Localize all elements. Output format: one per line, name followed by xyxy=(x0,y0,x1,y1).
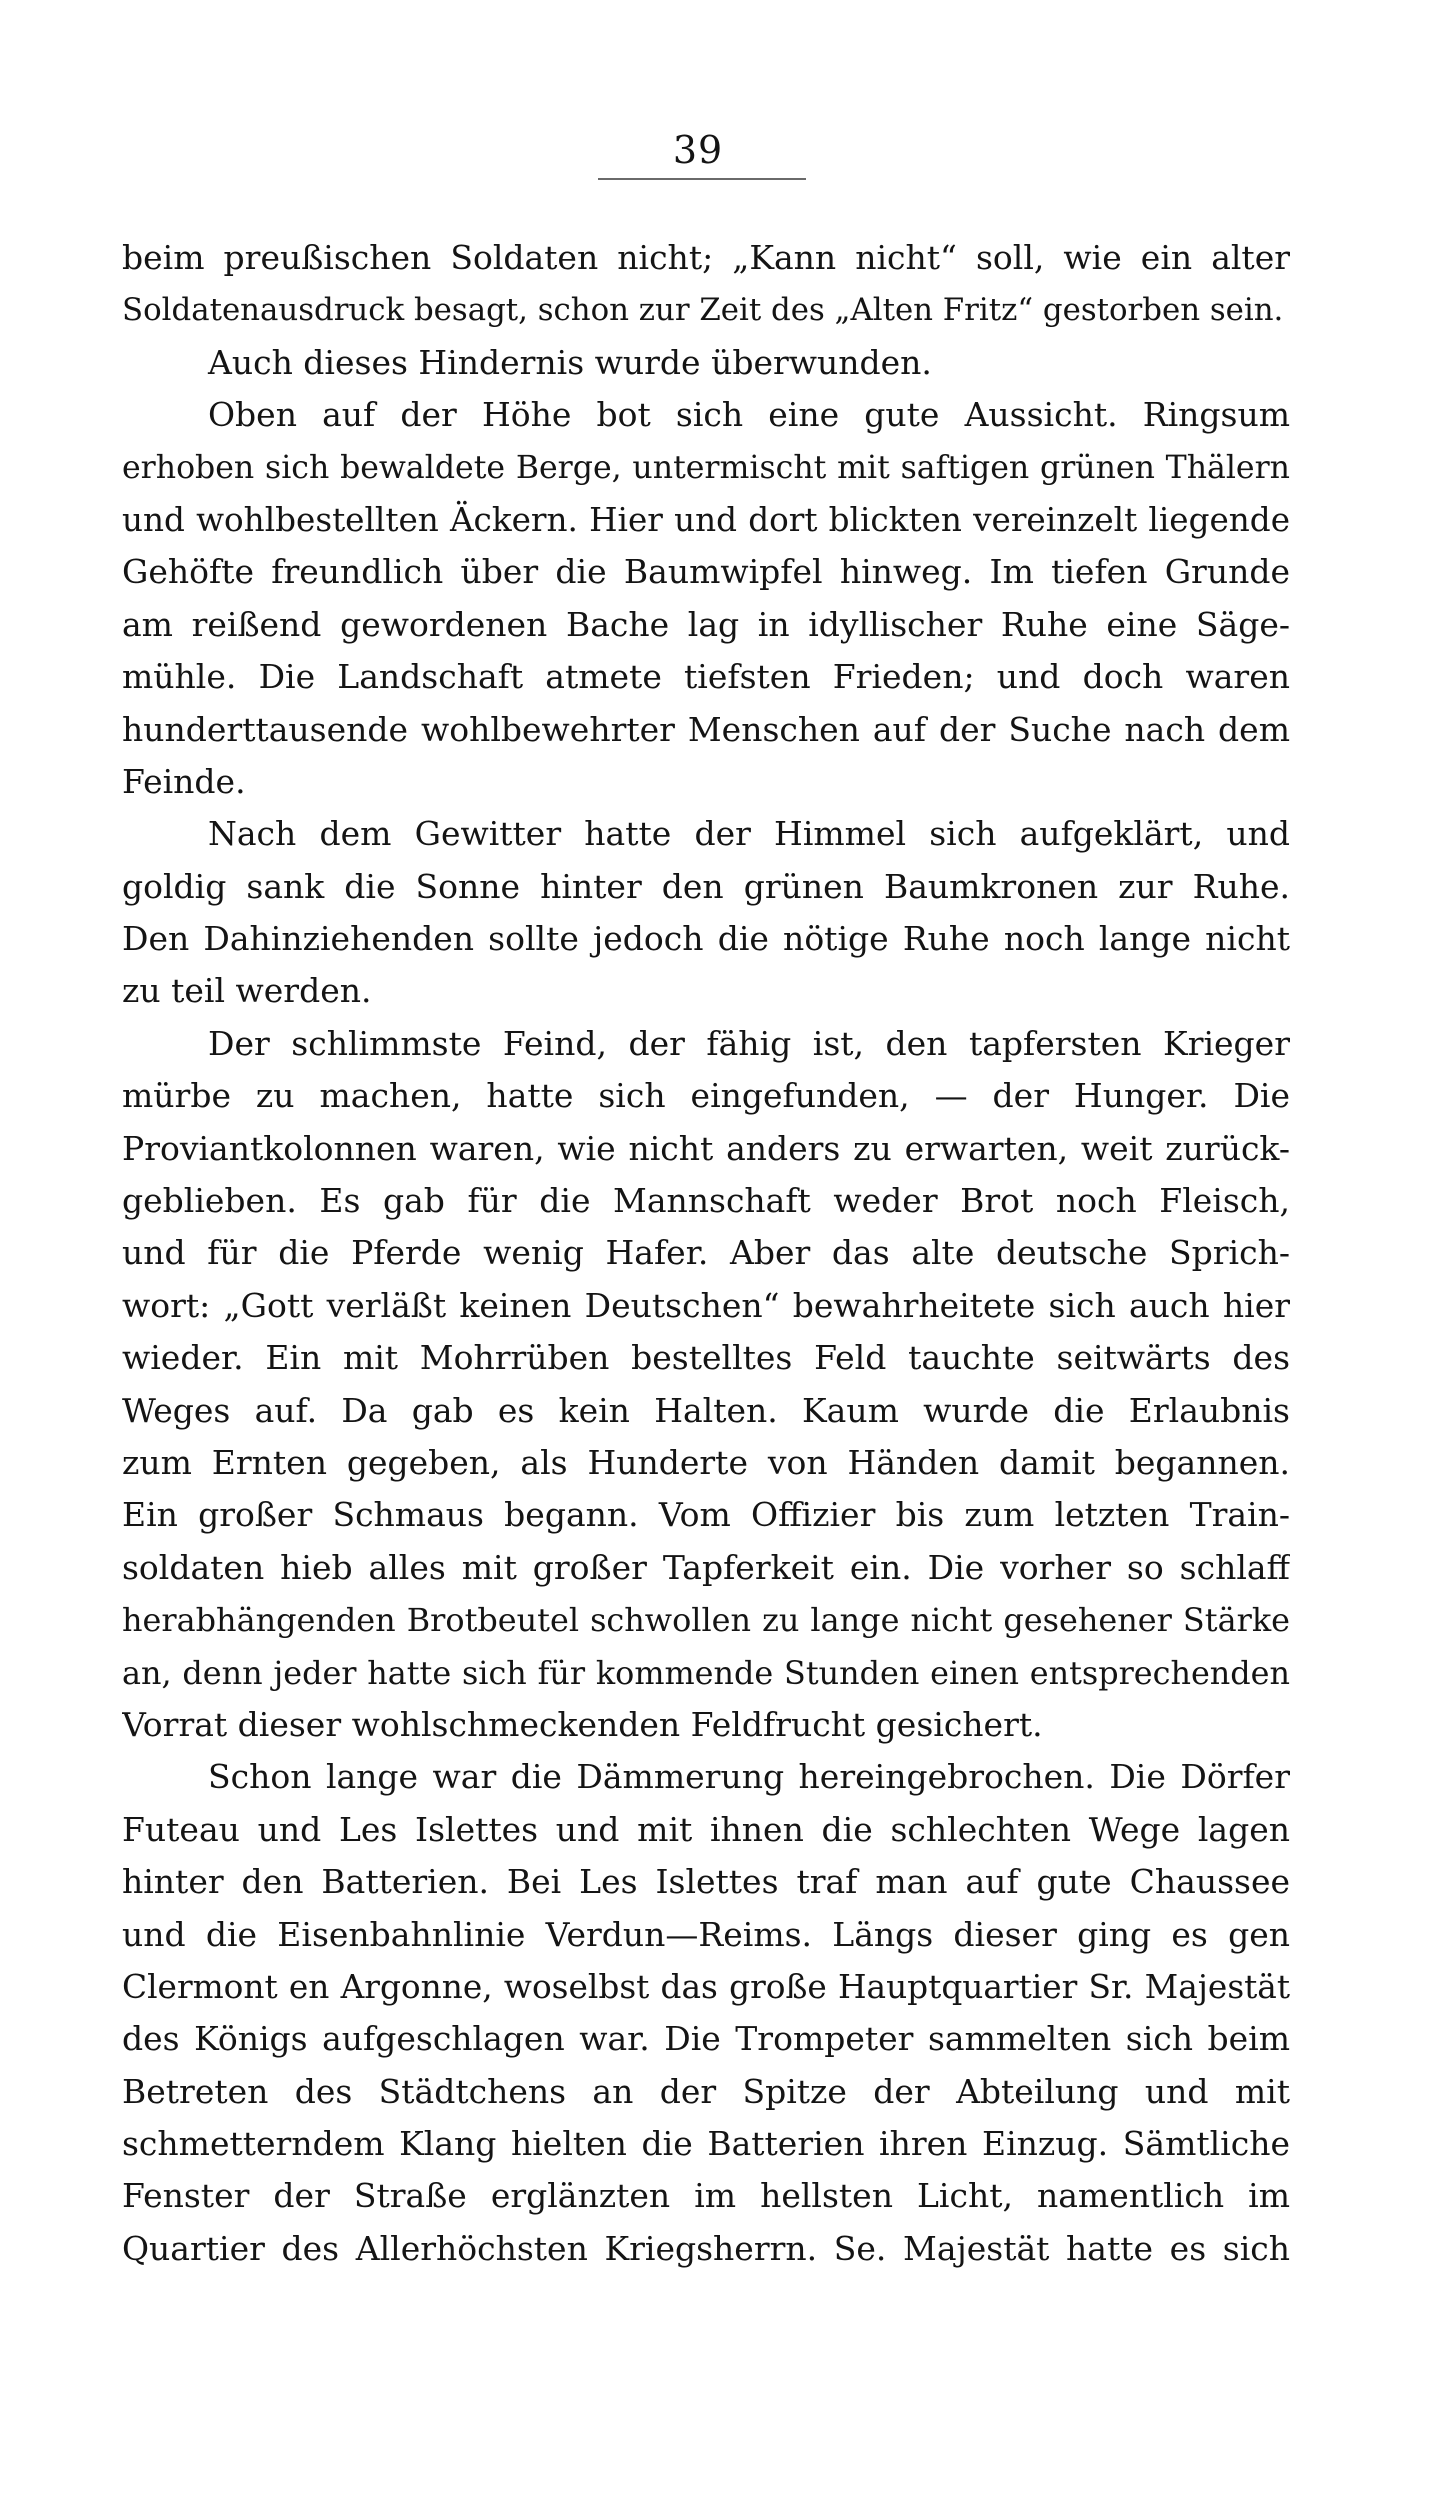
text-line: zum Ernten gegeben, als Hunderte von Händen damit begannen. xyxy=(122,1442,1290,1482)
text-line: Nach dem Gewitter hatte der Himmel sich aufgeklärt, und xyxy=(208,814,1290,854)
text-line: Gehöfte freundlich über die Baumwipfel hinweg. Im tiefen Grunde xyxy=(122,552,1290,592)
text-line: Auch dieses Hindernis wurde überwunden. xyxy=(208,342,932,382)
text-line: hunderttausende wohlbewehrter Menschen auf der Suche nach dem xyxy=(122,709,1290,749)
paragraph xyxy=(122,337,1290,389)
text-line: Oben auf der Höhe bot sich eine gute Aussicht. Ringsum xyxy=(208,395,1290,435)
text-line: Den Dahinziehenden sollte jedoch die nötige Ruhe noch lange nicht xyxy=(122,919,1290,959)
text-line: des Königs aufgeschlagen war. Die Trompeter sammelten sich beim xyxy=(122,2019,1290,2059)
text-line: Soldatenausdruck besagt, schon zur Zeit des „Alten Fritz“ gestorben sein. xyxy=(122,292,1284,329)
text-line: wieder. Ein mit Mohrrüben bestelltes Feld tauchte seitwärts des xyxy=(122,1338,1290,1378)
text-line: am reißend gewordenen Bache lag in idyllischer Ruhe eine Säge- xyxy=(122,604,1290,644)
paragraph xyxy=(122,1018,1290,1751)
text-line: schmetterndem Klang hielten die Batterien ihren Einzug. Sämtliche xyxy=(122,2124,1290,2164)
text-line: Schon lange war die Dämmerung hereingebrochen. Die Dörfer xyxy=(208,1757,1290,1797)
text-line: Ein großer Schmaus begann. Vom Offizier bis zum letzten Train- xyxy=(122,1495,1290,1535)
text-line: mühle. Die Landschaft atmete tiefsten Frieden; und doch waren xyxy=(122,657,1290,697)
text-line: Feinde. xyxy=(122,761,246,801)
text-line: und die Eisenbahnlinie Verdun—Reims. Längs dieser ging es gen xyxy=(122,1914,1290,1954)
text-line: Proviantkolonnen waren, wie nicht anders zu erwarten, weit zurück- xyxy=(122,1128,1290,1168)
text-line: mürbe zu machen, hatte sich eingefunden, — der Hunger. Die xyxy=(122,1076,1290,1116)
text-line: soldaten hieb alles mit großer Tapferkeit ein. Die vorher so schlaff xyxy=(122,1547,1290,1587)
text-line: Vorrat dieser wohlschmeckenden Feldfrucht gesichert. xyxy=(122,1704,1043,1744)
paragraph xyxy=(122,389,1290,808)
text-line: Futeau und Les Islettes und mit ihnen die schlechten Wege lagen xyxy=(122,1809,1290,1849)
text-line: Weges auf. Da gab es kein Halten. Kaum wurde die Erlaubnis xyxy=(122,1390,1290,1430)
header-rule xyxy=(598,178,806,180)
text-line: Betreten des Städtchens an der Spitze der Abteilung und mit xyxy=(122,2071,1290,2111)
text-line: und für die Pferde wenig Hafer. Aber das alte deutsche Sprich- xyxy=(122,1233,1290,1273)
text-line: hinter den Batterien. Bei Les Islettes traf man auf gute Chaussee xyxy=(122,1862,1290,1902)
page-number xyxy=(0,128,1452,172)
text-line: Der schlimmste Feind, der fähig ist, den tapfersten Krieger xyxy=(208,1023,1290,1063)
paragraph xyxy=(122,232,1290,337)
text-line: Clermont en Argonne, woselbst das große Hauptquartier Sr. Majestät xyxy=(122,1967,1290,2006)
text-line: herabhängenden Brotbeutel schwollen zu lange nicht gesehener Stärke xyxy=(122,1601,1290,1640)
text-line: geblieben. Es gab für die Mannschaft weder Brot noch Fleisch, xyxy=(122,1181,1290,1221)
text-line: goldig sank die Sonne hinter den grünen Baumkronen zur Ruhe. xyxy=(122,866,1290,906)
text-line: wort: „Gott verläßt keinen Deutschen“ bewahrheitete sich auch hier xyxy=(122,1285,1290,1325)
text-line: beim preußischen Soldaten nicht; „Kann nicht“ soll, wie ein alter xyxy=(122,238,1290,277)
text-line: erhoben sich bewaldete Berge, untermischt mit saftigen grünen Thälern xyxy=(122,449,1290,486)
page-number-text: 39 xyxy=(672,128,724,172)
text-line: und wohlbestellten Äckern. Hier und dort blickten vereinzelt liegende xyxy=(122,500,1290,539)
text-line: an, denn jeder hatte sich für kommende Stunden einen entsprechenden xyxy=(122,1653,1290,1692)
text-line: Fenster der Straße erglänzten im hellsten Licht, namentlich im xyxy=(122,2176,1290,2216)
paragraph xyxy=(122,808,1290,1018)
text-line: Quartier des Allerhöchsten Kriegsherrn. Se. Majestät hatte es sich xyxy=(122,2228,1290,2268)
text-line: zu teil werden. xyxy=(122,971,372,1011)
body-text xyxy=(122,232,1290,2275)
paragraph xyxy=(122,1751,1290,2275)
